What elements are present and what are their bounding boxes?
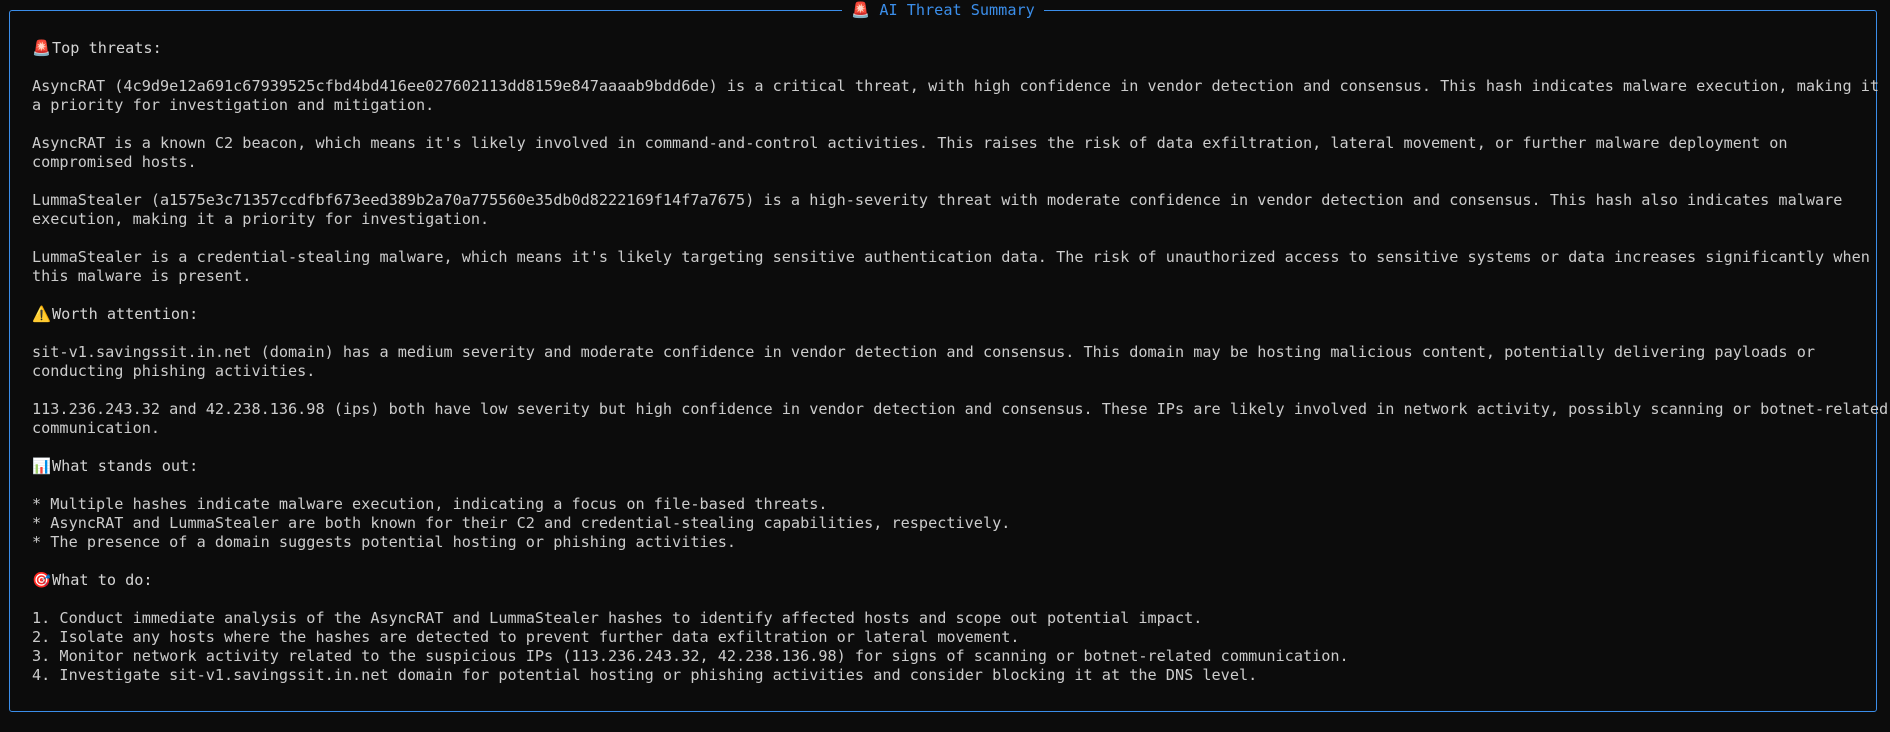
siren-icon: 🚨 <box>32 39 51 57</box>
list-item: 3. Monitor network activity related to the suspicious IPs (113.236.243.32, 42.238.136.98) for signs of scanning or botnet-related communication. <box>32 647 1349 665</box>
paragraph-line: LummaStealer is a credential-stealing malware, which means it's likely targeting sensitive authentication data. The risk of unauthorized access to sensitive systems or data increases significantly when <box>32 248 1870 266</box>
section-heading-text: Top threats: <box>52 39 162 57</box>
list-item: * The presence of a domain suggests potential hosting or phishing activities. <box>32 533 737 551</box>
list-item: 4. Investigate sit-v1.savingssit.in.net domain for potential hosting or phishing activities and consider blocking it at the DNS level. <box>32 666 1258 684</box>
panel-title-bar <box>10 0 1876 20</box>
paragraph-line: 113.236.243.32 and 42.238.136.98 (ips) both have low severity but high confidence in vendor detection and consensus. These IPs are likely involved in network activity, possibly scanning or botnet-related <box>32 400 1889 418</box>
section-heading-worth-attention <box>32 305 1872 324</box>
paragraph-line: conducting phishing activities. <box>32 362 316 380</box>
warning-icon: ⚠️ <box>32 305 51 323</box>
siren-icon: 🚨 <box>851 1 871 19</box>
list-item: * AsyncRAT and LummaStealer are both known for their C2 and credential-stealing capabilities, respectively. <box>32 514 1011 532</box>
threat-summary-panel <box>9 1 1889 712</box>
panel-title-text: AI Threat Summary <box>879 1 1035 19</box>
list-item: * Multiple hashes indicate malware execution, indicating a focus on file-based threats. <box>32 495 828 513</box>
bar-chart-icon: 📊 <box>32 457 51 475</box>
paragraph-line: communication. <box>32 419 161 437</box>
section-heading-text: What stands out: <box>52 457 199 475</box>
paragraph-line: AsyncRAT is a known C2 beacon, which means it's likely involved in command-and-control activities. This raises the risk of data exfiltration, lateral movement, or further malware deployment on <box>32 134 1788 152</box>
section-heading-text: Worth attention: <box>52 305 199 323</box>
list-item: 2. Isolate any hosts where the hashes are detected to prevent further data exfiltration or lateral movement. <box>32 628 1020 646</box>
target-icon: 🎯 <box>32 571 51 589</box>
paragraph-line: execution, making it a priority for investigation. <box>32 210 490 228</box>
paragraph-line: LummaStealer (a1575e3c71357ccdfbf673eed389b2a70a775560e35db0d8222169f14f7a7675) is a high-severity threat with moderate confidence in vendor detection and consensus. This hash also indicates malware <box>32 191 1843 209</box>
paragraph-line: this malware is present. <box>32 267 252 285</box>
paragraph-line: sit-v1.savingssit.in.net (domain) has a medium severity and moderate confidence in vendor detection and consensus. This domain may be hosting malicious content, potentially delivering payloads or <box>32 343 1816 361</box>
panel-title <box>842 0 1044 20</box>
paragraph-line: compromised hosts. <box>32 153 197 171</box>
list-item: 1. Conduct immediate analysis of the AsyncRAT and LummaStealer hashes to identify affected hosts and scope out potential impact. <box>32 609 1203 627</box>
section-heading-top-threats <box>32 39 1872 58</box>
paragraph-line: AsyncRAT (4c9d9e12a691c67939525cfbd4bd416ee027602113dd8159e847aaaab9bdd6de) is a critical threat, with high confidence in vendor detection and consensus. This hash indicates malware execution, making it <box>32 77 1880 95</box>
paragraph-line: a priority for investigation and mitigation. <box>32 96 435 114</box>
summary-content <box>32 39 1889 685</box>
section-heading-what-stands-out <box>32 457 1872 476</box>
section-heading-text: What to do: <box>52 571 153 589</box>
section-heading-what-to-do <box>32 571 1872 590</box>
